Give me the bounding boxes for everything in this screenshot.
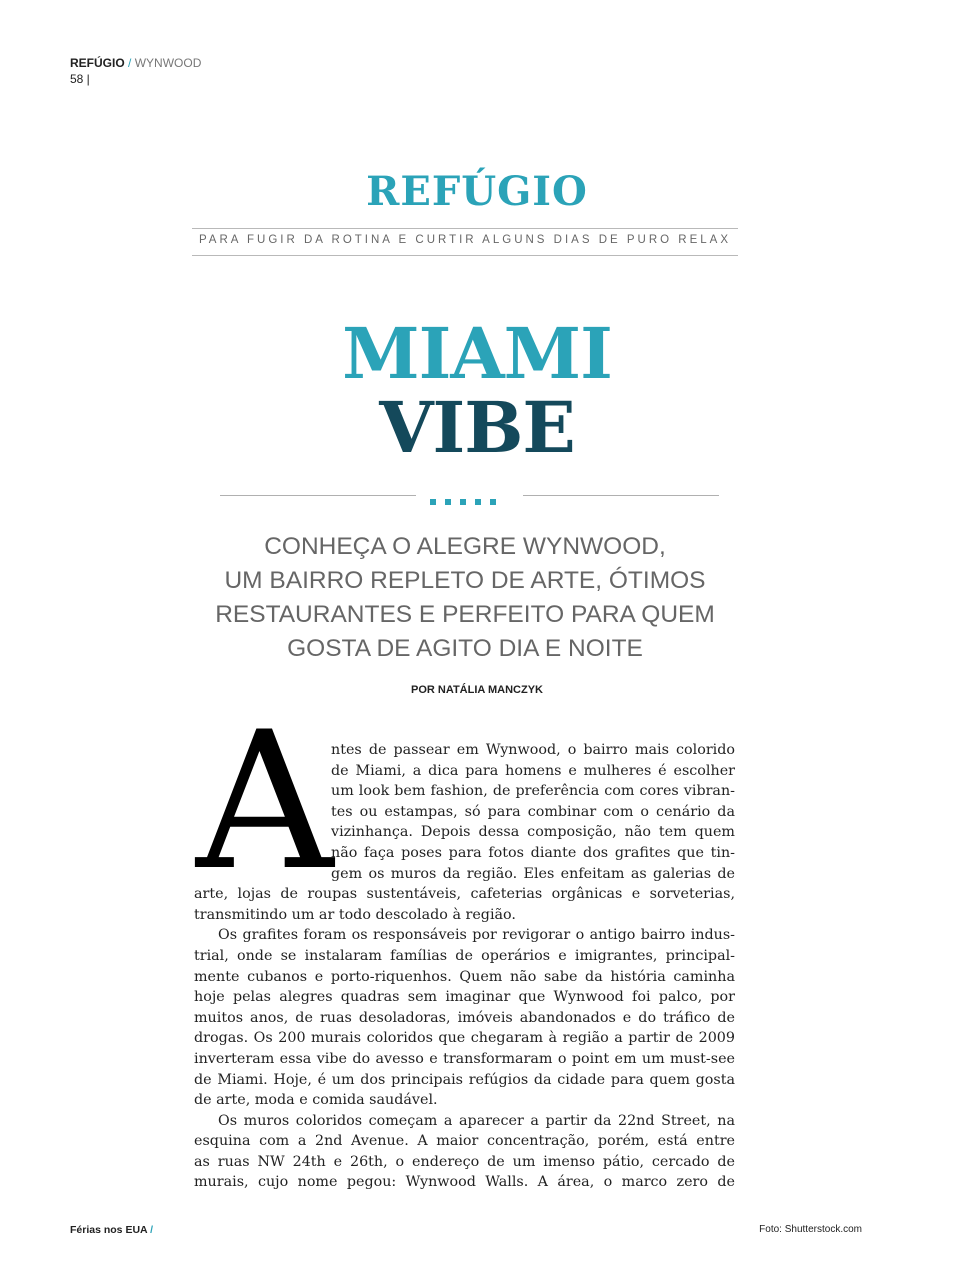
header-section: REFÚGIO [70, 56, 125, 70]
body-line: Os muros coloridos começam a aparecer a partir da 22nd Street, na [218, 1112, 735, 1129]
byline: POR NATÁLIA MANCZYK [411, 684, 543, 696]
publication-name: Férias nos EUA [70, 1224, 148, 1236]
photo-credit: Foto: Shutterstock.com [759, 1224, 862, 1235]
dek-line: RESTAURANTES E PERFEITO PARA QUEM [215, 601, 715, 628]
footer-publication [70, 1224, 153, 1236]
body-line: esquina com a 2nd Avenue. A maior concentração, porém, está entre [194, 1133, 735, 1150]
body-line: não faça poses para fotos diante dos grafites que tin- [331, 844, 735, 861]
tagline: PARA FUGIR DA ROTINA E CURTIR ALGUNS DIAS DE PURO RELAX [198, 234, 732, 246]
body-line: um look bem fashion, de preferência com cores vibran- [331, 783, 735, 800]
page-number: 58 | [70, 72, 90, 86]
body-line: vizinhança. Depois dessa composição, não tem quem [331, 824, 735, 841]
body-line: hoje pelas alegres quadras sem imaginar que Wynwood foi palco, por [194, 989, 735, 1006]
body-line: drogas. Os 200 murais coloridos que chegaram à região a partir de 2009 [194, 1030, 735, 1047]
body-line: de arte, moda e comida saudável. [194, 1092, 438, 1109]
body-line: tes ou estampas, só para combinar com o cenário da [331, 803, 735, 820]
body-line: transmitindo um ar todo descolado à região. [194, 906, 516, 923]
dek [200, 530, 730, 666]
body-line: inverteram essa vibe do avesso e transformaram o point em um must-see [194, 1050, 735, 1067]
header-separator: / [128, 56, 132, 70]
article-body [194, 740, 735, 1193]
dek-line: UM BAIRRO REPLETO DE ARTE, ÓTIMOS [224, 567, 706, 594]
divider-right [523, 495, 719, 496]
section-kicker: REFÚGIO [366, 168, 588, 215]
body-line: muitos anos, de ruas desoladoras, imóveis abandonados e do tráfico de [194, 1009, 735, 1026]
title-line-1: MIAMI [342, 312, 612, 395]
body-line: trial, onde se instalaram famílias de operários e imigrantes, principal- [194, 947, 735, 964]
divider-left [220, 495, 416, 496]
body-line: Os grafites foram os responsáveis por revigorar o antigo bairro indus- [218, 927, 735, 944]
body-line: de Miami, a dica para homens e mulheres é escolher [331, 762, 735, 779]
body-line: de Miami. Hoje, é um dos principais refúgios da cidade para quem gosta [194, 1071, 735, 1088]
drop-cap: A [196, 691, 334, 912]
dek-line: GOSTA DE AGITO DIA E NOITE [287, 635, 643, 662]
footer-slash: / [150, 1224, 154, 1236]
body-line: ntes de passear em Wynwood, o bairro mais colorido [331, 742, 735, 758]
tagline-rule-bottom [192, 255, 738, 256]
tagline-rule-top [192, 228, 738, 229]
header-subsection: WYNWOOD [134, 56, 202, 70]
dek-line: CONHEÇA O ALEGRE WYNWOOD, [264, 533, 666, 560]
running-header [70, 55, 201, 87]
body-line: arte, lojas de roupas sustentáveis, cafeterias orgânicas e sorveterias, [194, 886, 735, 903]
divider-dots [430, 492, 510, 498]
title-line-2: VIBE [379, 386, 575, 469]
body-line: as ruas NW 24th e 26th, o endereço de um imenso pátio, cercado de [194, 1153, 735, 1170]
body-line: mente cubanos e porto-riquenhos. Quem não sabe da história caminha [194, 968, 735, 985]
body-line: gem os muros da região. Eles enfeitam as galerias de [331, 865, 735, 882]
body-line: murais, cujo nome pegou: Wynwood Walls. A área, o marco zero de [194, 1174, 735, 1191]
